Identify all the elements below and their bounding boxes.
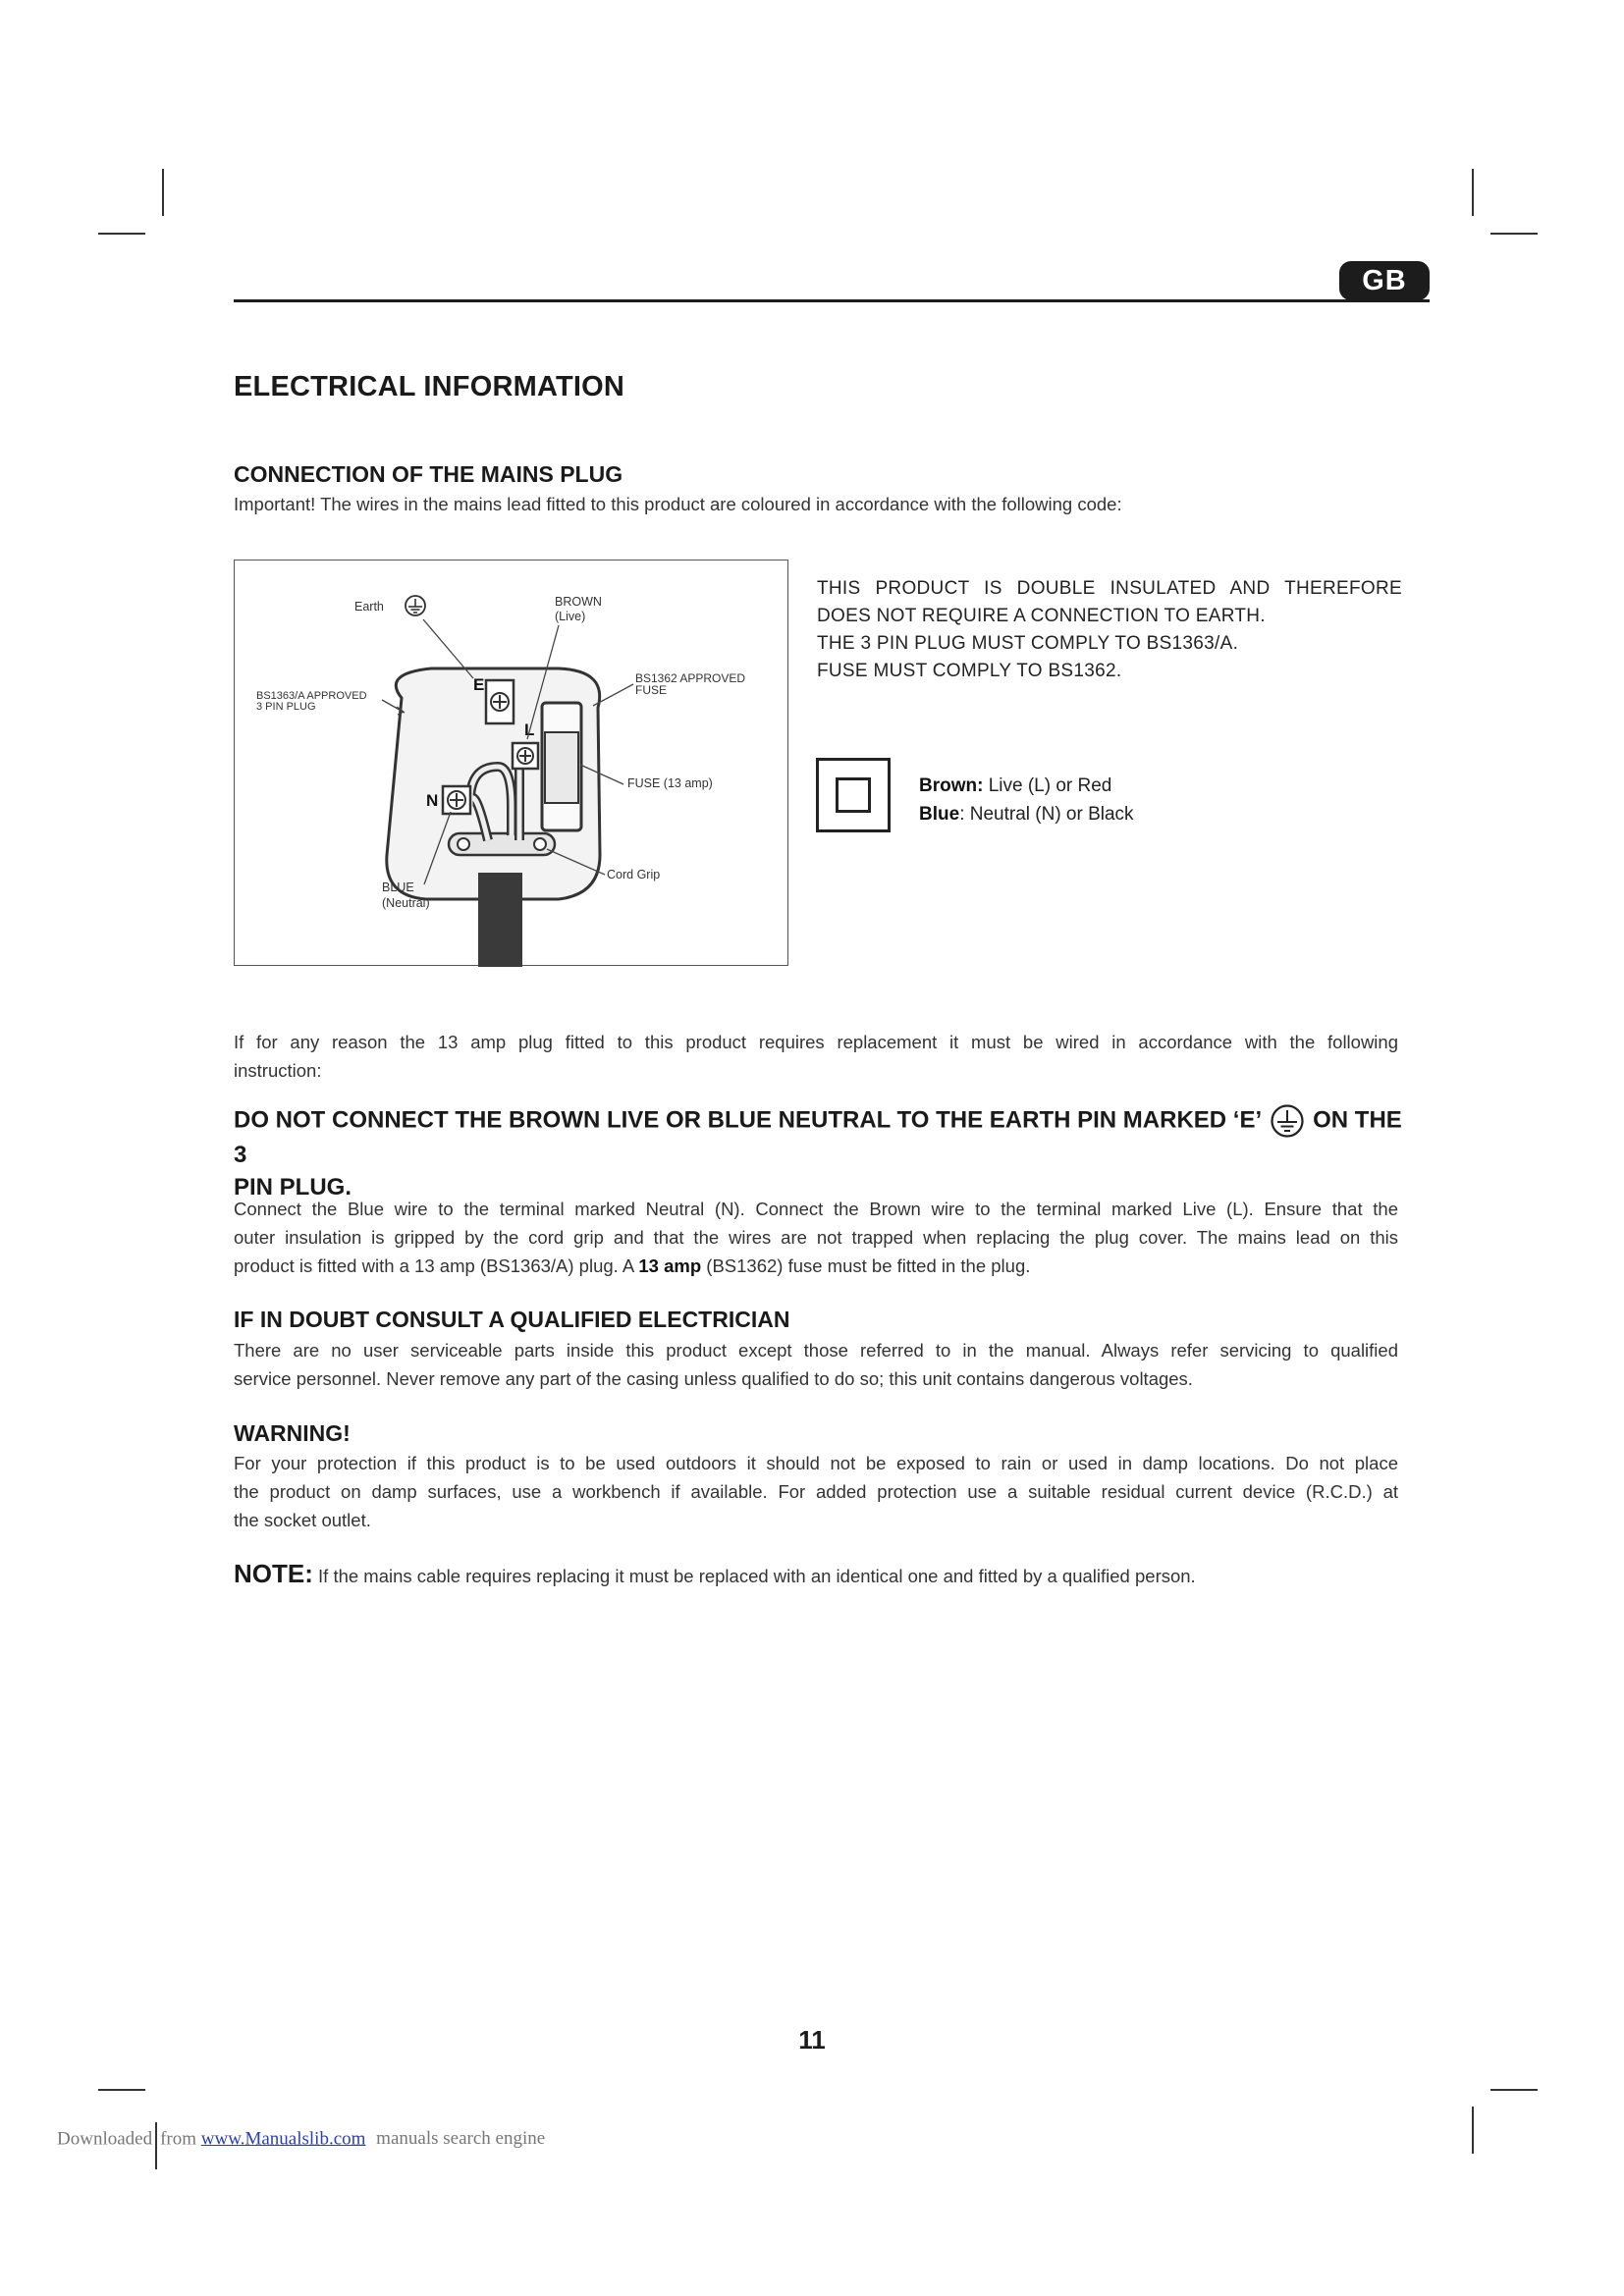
crop-mark (162, 169, 164, 216)
insulation-line: FUSE MUST COMPLY TO BS1362. (817, 661, 1122, 681)
crop-mark (155, 2122, 157, 2169)
wire-colour-code (919, 772, 1134, 828)
blue-label: Blue (919, 804, 960, 825)
label-bs1363-line1: BS1363/A APPROVED (256, 690, 367, 702)
footer-text: Downloaded (57, 2128, 153, 2150)
paragraph-text: (BS1362) fuse must be fitted in the plug. (701, 1255, 1031, 1276)
section-heading-warning: WARNING! (234, 1420, 351, 1446)
page-number: 11 (798, 2025, 826, 2055)
page-title: ELECTRICAL INFORMATION (234, 371, 625, 402)
paragraph-line: If for any reason the 13 amp plug fitted to this product requires replacement it must be wired in accordance with the following (234, 1032, 1398, 1052)
earth-symbol-icon (406, 596, 425, 615)
paragraph-line: Connect the Blue wire to the terminal marked Neutral (N). Connect the Brown wire to the terminal marked Live (L). Ensure that the (234, 1199, 1398, 1219)
download-footer (57, 2116, 545, 2163)
label-live: (Live) (555, 610, 586, 623)
warning-heading-text: PIN PLUG. (234, 1174, 352, 1201)
brown-text: Live (L) or Red (983, 775, 1112, 796)
warning-paragraph (234, 1449, 1398, 1534)
warning-heading-text: DO NOT CONNECT THE BROWN LIVE OR BLUE NEUTRAL TO THE EARTH PIN MARKED ‘E’ (234, 1106, 1263, 1134)
paragraph-line: the socket outlet. (234, 1510, 371, 1530)
earth-symbol-icon (1270, 1103, 1305, 1139)
earth-pin-warning-heading (234, 1103, 1412, 1203)
paragraph-line: For your protection if this product is to be used outdoors it should not be exposed to rain or used in damp locations. Do not place (234, 1453, 1398, 1473)
crop-mark (98, 2089, 145, 2091)
double-insulation-notice (817, 575, 1402, 685)
manualslib-link[interactable]: www.Manualslib.com (200, 2128, 366, 2150)
replacement-paragraph (234, 1028, 1398, 1085)
crop-mark (1490, 2089, 1538, 2091)
cord-grip-screw (534, 838, 546, 850)
plug-diagram-graphic (235, 561, 789, 967)
section-heading-if-in-doubt: IF IN DOUBT CONSULT A QUALIFIED ELECTRICIAN (234, 1307, 790, 1332)
paragraph-text: product is fitted with a 13 amp (BS1363/A) plug. A (234, 1255, 639, 1276)
label-bs1363-line2: 3 PIN PLUG (256, 701, 316, 713)
label-fuse-13amp: FUSE (13 amp) (627, 776, 713, 790)
note-label: NOTE: (234, 1559, 313, 1588)
warning-heading-text: ON THE 3 (234, 1106, 1402, 1168)
double-insulation-icon (816, 758, 891, 832)
footer-text: from (160, 2128, 197, 2150)
connect-paragraph (234, 1195, 1398, 1280)
crop-mark (98, 233, 145, 235)
paragraph-line: the product on damp surfaces, use a workbench if available. For added protection use a suitable residual current device (R.C.D.) at (234, 1481, 1398, 1502)
label-brown: BROWN (555, 595, 602, 609)
intro-text: Important! The wires in the mains lead fitted to this product are coloured in accordance with the following code: (234, 494, 1122, 514)
crop-mark (1490, 233, 1538, 235)
label-cord-grip: Cord Grip (607, 868, 661, 881)
mains-cable (478, 873, 522, 967)
language-badge: GB (1339, 261, 1430, 300)
brown-label: Brown: (919, 775, 984, 796)
crop-mark (1472, 169, 1474, 216)
cord-grip-screw (458, 838, 469, 850)
insulation-line: THE 3 PIN PLUG MUST COMPLY TO BS1363/A. (817, 633, 1239, 654)
label-blue: BLUE (382, 881, 414, 894)
earth-letter: E (473, 675, 485, 694)
paragraph-line: service personnel. Never remove any part of the casing unless qualified to do so; this unit contains dangerous voltages. (234, 1368, 1193, 1389)
label-neutral: (Neutral) (382, 896, 430, 910)
note (234, 1559, 1196, 1590)
label-bs1362-line1: BS1362 APPROVED (635, 671, 746, 685)
note-text: If the mains cable requires replacing it must be replaced with an identical one and fitted by a qualified person. (312, 1566, 1196, 1586)
plug-wiring-diagram (234, 560, 788, 966)
blue-text: : Neutral (N) or Black (959, 804, 1134, 825)
paragraph-line: There are no user serviceable parts inside this product except those referred to in the manual. Always refer servicing to qualified (234, 1340, 1398, 1361)
insulation-line: DOES NOT REQUIRE A CONNECTION TO EARTH. (817, 606, 1266, 626)
live-letter: L (524, 721, 535, 739)
fuse (545, 732, 578, 803)
insulation-line: THIS PRODUCT IS DOUBLE INSULATED AND THEREFORE (817, 578, 1402, 599)
paragraph-line: outer insulation is gripped by the cord grip and that the wires are not trapped when replacing the plug cover. The mains lead on this (234, 1227, 1398, 1248)
paragraph-line: instruction: (234, 1060, 322, 1081)
header-rule (234, 299, 1430, 302)
crop-mark (1472, 2107, 1474, 2154)
label-bs1362-line2: FUSE (635, 683, 668, 697)
label-earth: Earth (354, 600, 384, 614)
footer-text: manuals search engine (376, 2128, 546, 2150)
paragraph-bold: 13 amp (638, 1255, 702, 1276)
section-heading-mains-plug: CONNECTION OF THE MAINS PLUG (234, 461, 623, 487)
neutral-letter: N (426, 791, 439, 810)
paragraph-line (234, 1252, 1398, 1280)
doubt-paragraph (234, 1336, 1398, 1393)
